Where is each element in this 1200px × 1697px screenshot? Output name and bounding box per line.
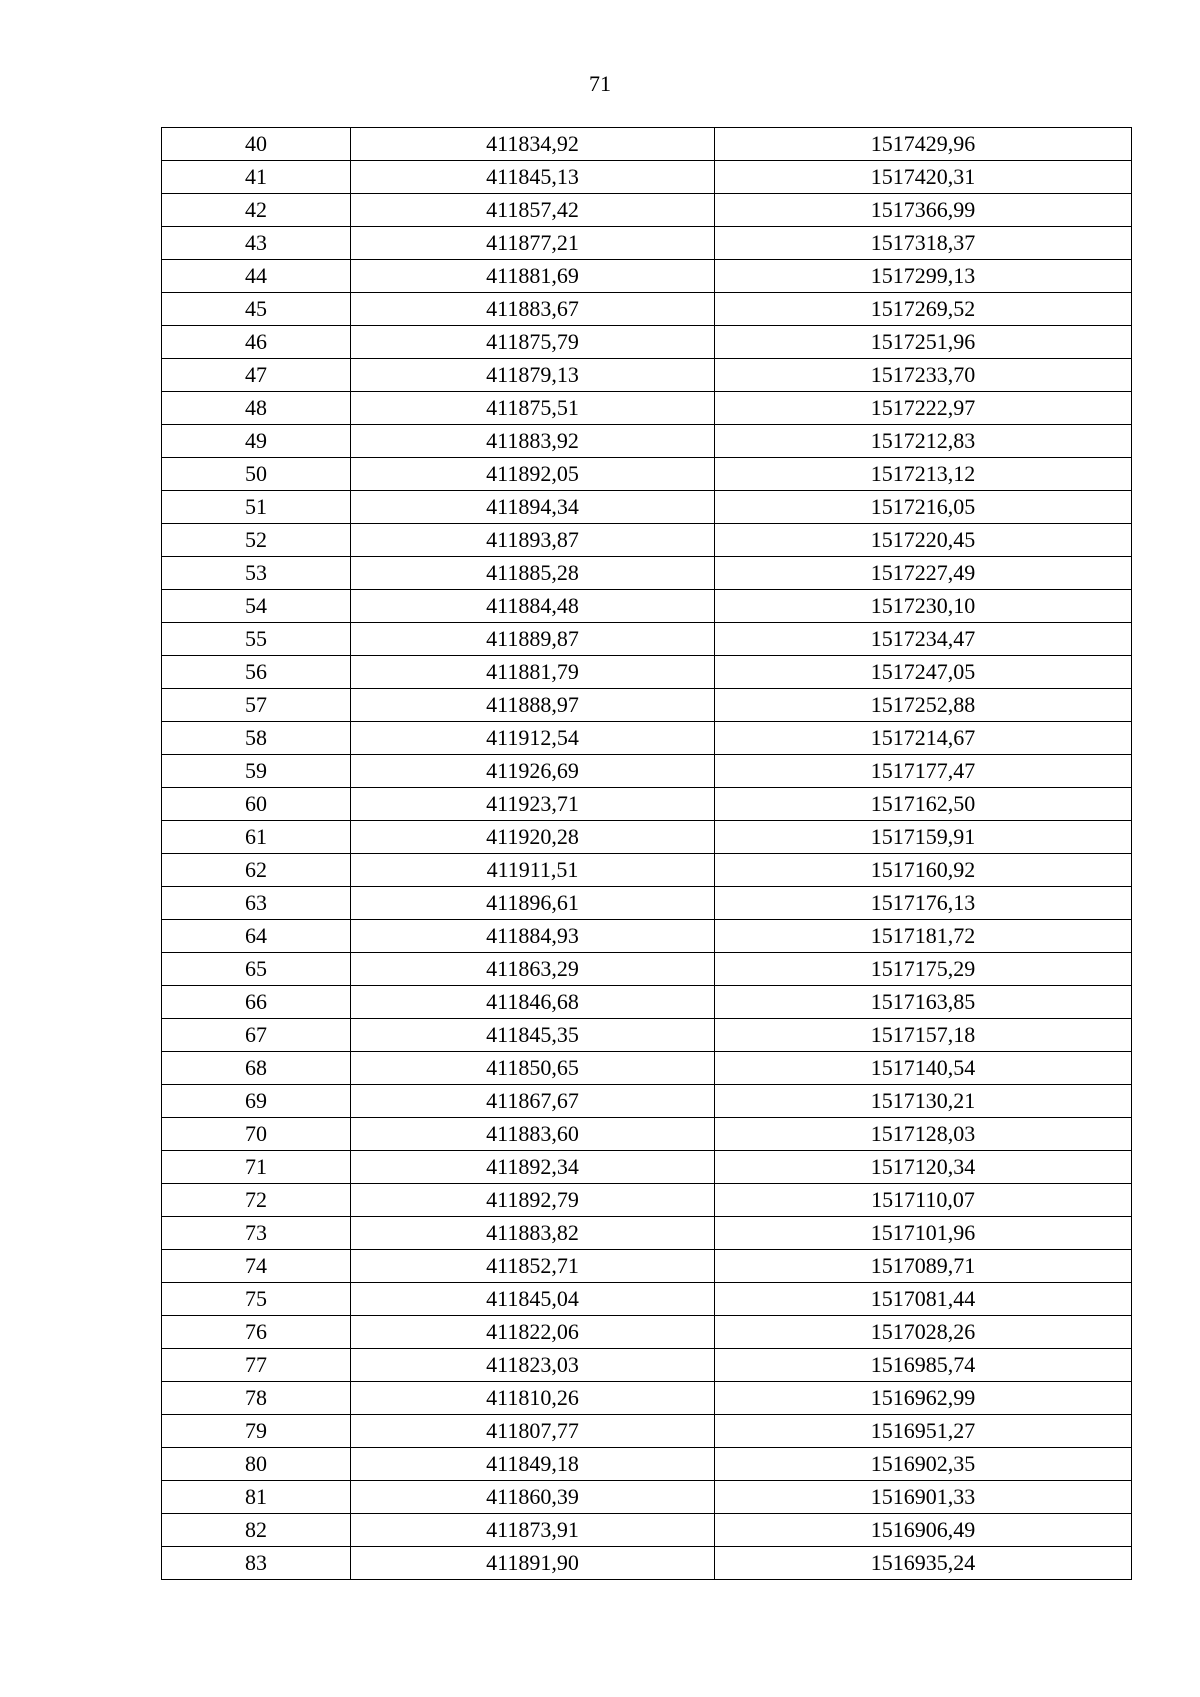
- y-coordinate-cell: 1517120,34: [715, 1151, 1132, 1184]
- table-row: [162, 128, 1132, 161]
- table-row: [162, 788, 1132, 821]
- y-coordinate-cell: 1517160,92: [715, 854, 1132, 887]
- y-coordinate-cell: 1517162,50: [715, 788, 1132, 821]
- x-coordinate-cell: 411923,71: [351, 788, 715, 821]
- table-row: [162, 656, 1132, 689]
- x-coordinate-cell: 411810,26: [351, 1382, 715, 1415]
- x-coordinate-cell: 411807,77: [351, 1415, 715, 1448]
- x-coordinate-cell: 411888,97: [351, 689, 715, 722]
- y-coordinate-cell: 1517234,47: [715, 623, 1132, 656]
- y-coordinate-cell: 1517089,71: [715, 1250, 1132, 1283]
- table-row: [162, 1019, 1132, 1052]
- point-number-cell: 65: [162, 953, 351, 986]
- point-number-cell: 63: [162, 887, 351, 920]
- point-number-cell: 74: [162, 1250, 351, 1283]
- table-row: [162, 755, 1132, 788]
- point-number-cell: 69: [162, 1085, 351, 1118]
- x-coordinate-cell: 411911,51: [351, 854, 715, 887]
- point-number-cell: 75: [162, 1283, 351, 1316]
- y-coordinate-cell: 1516962,99: [715, 1382, 1132, 1415]
- x-coordinate-cell: 411885,28: [351, 557, 715, 590]
- y-coordinate-cell: 1517128,03: [715, 1118, 1132, 1151]
- x-coordinate-cell: 411883,67: [351, 293, 715, 326]
- x-coordinate-cell: 411845,35: [351, 1019, 715, 1052]
- x-coordinate-cell: 411881,79: [351, 656, 715, 689]
- point-number-cell: 51: [162, 491, 351, 524]
- table-row: [162, 1415, 1132, 1448]
- x-coordinate-cell: 411884,93: [351, 920, 715, 953]
- point-number-cell: 77: [162, 1349, 351, 1382]
- y-coordinate-cell: 1517181,72: [715, 920, 1132, 953]
- y-coordinate-cell: 1516901,33: [715, 1481, 1132, 1514]
- x-coordinate-cell: 411894,34: [351, 491, 715, 524]
- point-number-cell: 82: [162, 1514, 351, 1547]
- point-number-cell: 81: [162, 1481, 351, 1514]
- y-coordinate-cell: 1517140,54: [715, 1052, 1132, 1085]
- point-number-cell: 54: [162, 590, 351, 623]
- table-row: [162, 887, 1132, 920]
- y-coordinate-cell: 1517028,26: [715, 1316, 1132, 1349]
- y-coordinate-cell: 1517230,10: [715, 590, 1132, 623]
- point-number-cell: 71: [162, 1151, 351, 1184]
- page-number: 71: [589, 71, 611, 96]
- x-coordinate-cell: 411892,79: [351, 1184, 715, 1217]
- x-coordinate-cell: 411883,92: [351, 425, 715, 458]
- table-row: [162, 491, 1132, 524]
- point-number-cell: 40: [162, 128, 351, 161]
- x-coordinate-cell: 411920,28: [351, 821, 715, 854]
- y-coordinate-cell: 1516951,27: [715, 1415, 1132, 1448]
- point-number-cell: 41: [162, 161, 351, 194]
- table-row: [162, 920, 1132, 953]
- x-coordinate-cell: 411892,05: [351, 458, 715, 491]
- x-coordinate-cell: 411834,92: [351, 128, 715, 161]
- coordinates-table: [161, 127, 1132, 1580]
- y-coordinate-cell: 1516906,49: [715, 1514, 1132, 1547]
- x-coordinate-cell: 411884,48: [351, 590, 715, 623]
- table-row: [162, 161, 1132, 194]
- x-coordinate-cell: 411850,65: [351, 1052, 715, 1085]
- y-coordinate-cell: 1517157,18: [715, 1019, 1132, 1052]
- table-row: [162, 821, 1132, 854]
- point-number-cell: 68: [162, 1052, 351, 1085]
- x-coordinate-cell: 411823,03: [351, 1349, 715, 1382]
- table-row: [162, 623, 1132, 656]
- point-number-cell: 58: [162, 722, 351, 755]
- y-coordinate-cell: 1517420,31: [715, 161, 1132, 194]
- point-number-cell: 83: [162, 1547, 351, 1580]
- y-coordinate-cell: 1517227,49: [715, 557, 1132, 590]
- x-coordinate-cell: 411896,61: [351, 887, 715, 920]
- point-number-cell: 79: [162, 1415, 351, 1448]
- table-row: [162, 392, 1132, 425]
- x-coordinate-cell: 411857,42: [351, 194, 715, 227]
- x-coordinate-cell: 411881,69: [351, 260, 715, 293]
- point-number-cell: 42: [162, 194, 351, 227]
- x-coordinate-cell: 411845,13: [351, 161, 715, 194]
- x-coordinate-cell: 411873,91: [351, 1514, 715, 1547]
- point-number-cell: 67: [162, 1019, 351, 1052]
- table-row: [162, 1448, 1132, 1481]
- point-number-cell: 56: [162, 656, 351, 689]
- point-number-cell: 45: [162, 293, 351, 326]
- x-coordinate-cell: 411852,71: [351, 1250, 715, 1283]
- table-row: [162, 260, 1132, 293]
- point-number-cell: 57: [162, 689, 351, 722]
- table-row: [162, 1151, 1132, 1184]
- point-number-cell: 48: [162, 392, 351, 425]
- table-row: [162, 194, 1132, 227]
- y-coordinate-cell: 1517429,96: [715, 128, 1132, 161]
- table-row: [162, 1481, 1132, 1514]
- table-row: [162, 1514, 1132, 1547]
- x-coordinate-cell: 411845,04: [351, 1283, 715, 1316]
- point-number-cell: 80: [162, 1448, 351, 1481]
- y-coordinate-cell: 1517130,21: [715, 1085, 1132, 1118]
- x-coordinate-cell: 411892,34: [351, 1151, 715, 1184]
- table-row: [162, 689, 1132, 722]
- coordinates-table-body: [162, 128, 1132, 1580]
- x-coordinate-cell: 411883,60: [351, 1118, 715, 1151]
- table-row: [162, 1382, 1132, 1415]
- y-coordinate-cell: 1517252,88: [715, 689, 1132, 722]
- table-row: [162, 1052, 1132, 1085]
- x-coordinate-cell: 411891,90: [351, 1547, 715, 1580]
- table-row: [162, 1217, 1132, 1250]
- point-number-cell: 64: [162, 920, 351, 953]
- point-number-cell: 73: [162, 1217, 351, 1250]
- x-coordinate-cell: 411912,54: [351, 722, 715, 755]
- y-coordinate-cell: 1517177,47: [715, 755, 1132, 788]
- y-coordinate-cell: 1517233,70: [715, 359, 1132, 392]
- table-row: [162, 1316, 1132, 1349]
- y-coordinate-cell: 1517213,12: [715, 458, 1132, 491]
- y-coordinate-cell: 1517175,29: [715, 953, 1132, 986]
- point-number-cell: 72: [162, 1184, 351, 1217]
- y-coordinate-cell: 1517318,37: [715, 227, 1132, 260]
- table-row: [162, 1250, 1132, 1283]
- y-coordinate-cell: 1517081,44: [715, 1283, 1132, 1316]
- y-coordinate-cell: 1517299,13: [715, 260, 1132, 293]
- point-number-cell: 49: [162, 425, 351, 458]
- table-row: [162, 1118, 1132, 1151]
- x-coordinate-cell: 411849,18: [351, 1448, 715, 1481]
- x-coordinate-cell: 411875,79: [351, 326, 715, 359]
- y-coordinate-cell: 1517176,13: [715, 887, 1132, 920]
- point-number-cell: 52: [162, 524, 351, 557]
- point-number-cell: 50: [162, 458, 351, 491]
- x-coordinate-cell: 411875,51: [351, 392, 715, 425]
- point-number-cell: 53: [162, 557, 351, 590]
- point-number-cell: 55: [162, 623, 351, 656]
- y-coordinate-cell: 1517212,83: [715, 425, 1132, 458]
- point-number-cell: 78: [162, 1382, 351, 1415]
- y-coordinate-cell: 1517366,99: [715, 194, 1132, 227]
- table-row: [162, 425, 1132, 458]
- table-row: [162, 722, 1132, 755]
- x-coordinate-cell: 411883,82: [351, 1217, 715, 1250]
- x-coordinate-cell: 411822,06: [351, 1316, 715, 1349]
- table-row: [162, 1184, 1132, 1217]
- table-row: [162, 557, 1132, 590]
- table-row: [162, 1085, 1132, 1118]
- point-number-cell: 43: [162, 227, 351, 260]
- y-coordinate-cell: 1517269,52: [715, 293, 1132, 326]
- table-row: [162, 986, 1132, 1019]
- x-coordinate-cell: 411893,87: [351, 524, 715, 557]
- y-coordinate-cell: 1517222,97: [715, 392, 1132, 425]
- point-number-cell: 47: [162, 359, 351, 392]
- table-row: [162, 524, 1132, 557]
- table-row: [162, 854, 1132, 887]
- y-coordinate-cell: 1517110,07: [715, 1184, 1132, 1217]
- point-number-cell: 62: [162, 854, 351, 887]
- y-coordinate-cell: 1517220,45: [715, 524, 1132, 557]
- table-row: [162, 227, 1132, 260]
- table-row: [162, 293, 1132, 326]
- table-row: [162, 1547, 1132, 1580]
- point-number-cell: 70: [162, 1118, 351, 1151]
- x-coordinate-cell: 411879,13: [351, 359, 715, 392]
- x-coordinate-cell: 411846,68: [351, 986, 715, 1019]
- point-number-cell: 44: [162, 260, 351, 293]
- y-coordinate-cell: 1517251,96: [715, 326, 1132, 359]
- point-number-cell: 61: [162, 821, 351, 854]
- x-coordinate-cell: 411860,39: [351, 1481, 715, 1514]
- table-row: [162, 590, 1132, 623]
- y-coordinate-cell: 1516935,24: [715, 1547, 1132, 1580]
- table-row: [162, 359, 1132, 392]
- point-number-cell: 60: [162, 788, 351, 821]
- point-number-cell: 66: [162, 986, 351, 1019]
- y-coordinate-cell: 1516985,74: [715, 1349, 1132, 1382]
- y-coordinate-cell: 1517214,67: [715, 722, 1132, 755]
- table-row: [162, 458, 1132, 491]
- y-coordinate-cell: 1516902,35: [715, 1448, 1132, 1481]
- point-number-cell: 59: [162, 755, 351, 788]
- y-coordinate-cell: 1517216,05: [715, 491, 1132, 524]
- table-row: [162, 1349, 1132, 1382]
- y-coordinate-cell: 1517247,05: [715, 656, 1132, 689]
- point-number-cell: 46: [162, 326, 351, 359]
- table-row: [162, 326, 1132, 359]
- table-row: [162, 1283, 1132, 1316]
- x-coordinate-cell: 411867,67: [351, 1085, 715, 1118]
- y-coordinate-cell: 1517159,91: [715, 821, 1132, 854]
- table-row: [162, 953, 1132, 986]
- x-coordinate-cell: 411926,69: [351, 755, 715, 788]
- x-coordinate-cell: 411877,21: [351, 227, 715, 260]
- x-coordinate-cell: 411889,87: [351, 623, 715, 656]
- point-number-cell: 76: [162, 1316, 351, 1349]
- x-coordinate-cell: 411863,29: [351, 953, 715, 986]
- y-coordinate-cell: 1517101,96: [715, 1217, 1132, 1250]
- y-coordinate-cell: 1517163,85: [715, 986, 1132, 1019]
